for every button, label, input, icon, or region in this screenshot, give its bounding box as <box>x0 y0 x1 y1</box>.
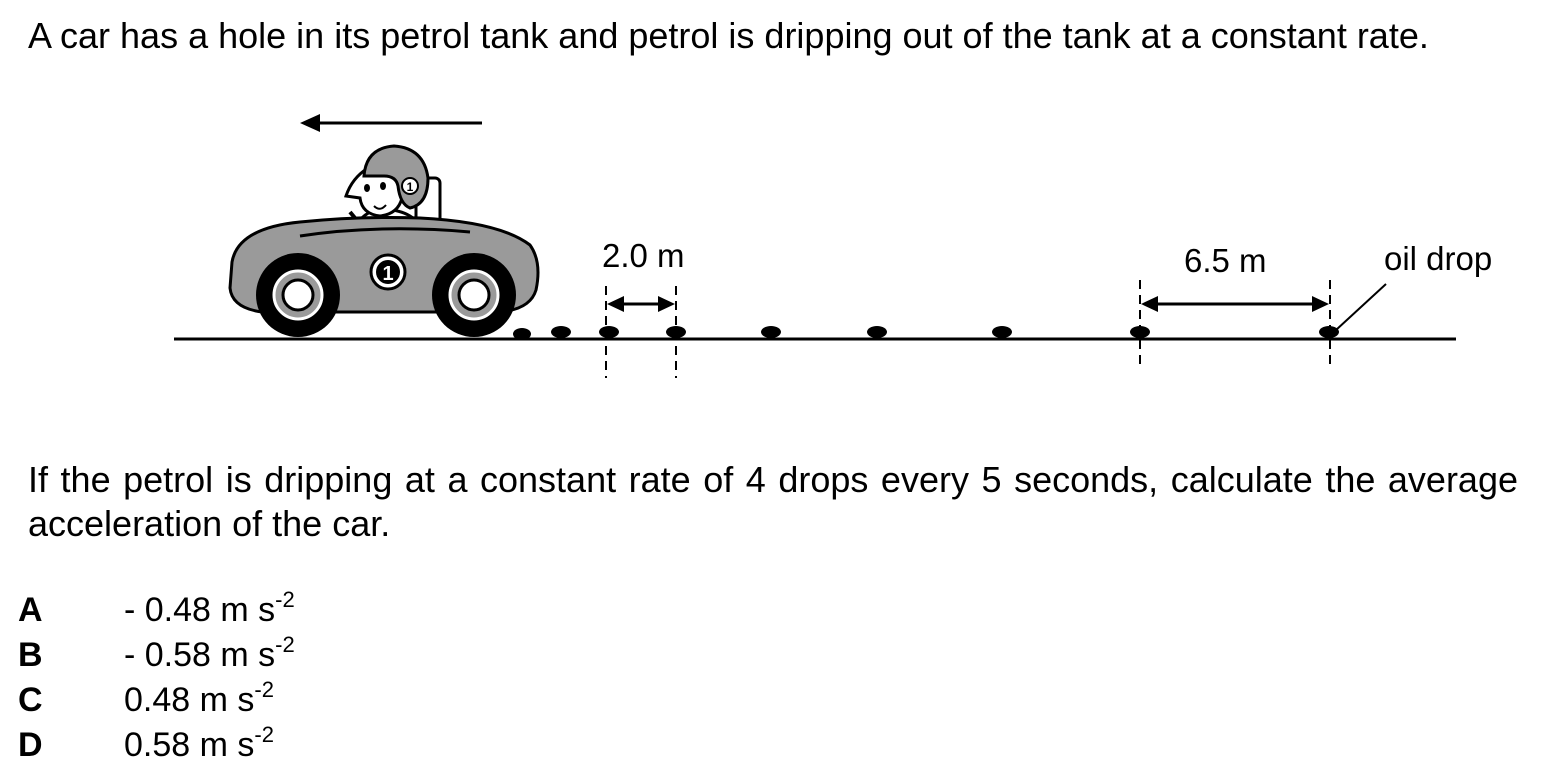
helmet-number: 1 <box>406 180 414 194</box>
oil-drop-label: oil drop <box>1384 240 1493 277</box>
car-illustration <box>230 146 538 337</box>
front-wheel <box>432 253 516 337</box>
oil-drop-callout <box>1336 240 1492 330</box>
option-letter: A <box>18 591 43 629</box>
option-value: - 0.58 m $s^{-2}$ <box>124 631 295 674</box>
direction-arrow <box>300 114 482 132</box>
oil-drop <box>551 326 571 338</box>
oil-drop <box>867 326 887 338</box>
car-number: 1 <box>382 263 394 285</box>
oil-drop <box>992 326 1012 338</box>
question-text: If the petrol is dripping at a constant rate of 4 drops every 5 seconds, calculate the average acceleration of the car. <box>28 459 1518 544</box>
option-value: 0.58 m $s^{-2}$ <box>124 721 274 764</box>
first-gap-dimension <box>602 237 685 378</box>
oil-drop <box>761 326 781 338</box>
option-letter: C <box>18 681 43 719</box>
oil-drop <box>513 328 531 340</box>
intro-text: A car has a hole in its petrol tank and petrol is dripping out of the tank at a constant rate. <box>28 15 1429 56</box>
option-value: 0.48 m $s^{-2}$ <box>124 676 274 719</box>
last-gap-label: 6.5 m <box>1184 242 1267 279</box>
first-gap-label: 2.0 m <box>602 237 685 274</box>
option-letter: B <box>18 636 43 674</box>
last-gap-dimension <box>1140 242 1330 370</box>
option-letter: D <box>18 726 43 764</box>
option-value: - 0.48 m $s^{-2}$ <box>124 586 295 629</box>
oil-drop <box>599 326 619 338</box>
rear-wheel <box>256 253 340 337</box>
